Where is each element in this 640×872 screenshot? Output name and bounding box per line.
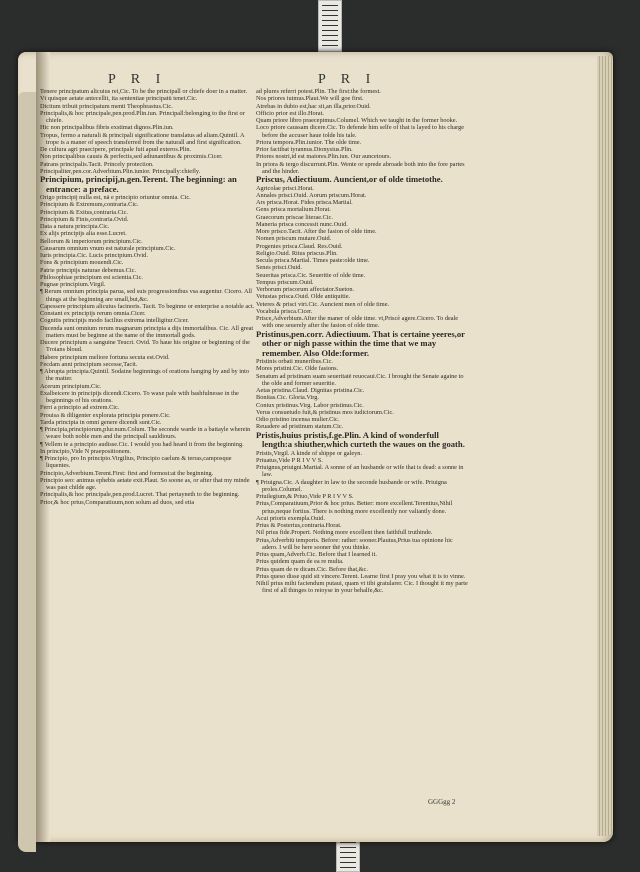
ruler-tick <box>322 30 338 31</box>
dictionary-entry: Secula prisca.Martial. Times paste:olde time. <box>256 257 370 264</box>
dictionary-entry: Principio seo: animus ephebis aetate exit.Plaut. So soone as, or after that my minde was past childe age. <box>40 476 250 491</box>
ruler-tick <box>340 852 356 853</box>
dictionary-entry: De cultura agri praecipere, principale fuit apud exteros.Plin. <box>40 146 192 153</box>
dictionary-entry: Senes prisci.Ouid. <box>256 264 302 272</box>
ruler-tick <box>340 842 356 843</box>
dictionary-entry: Principalis,& hoc principale,pen.prod.Lucret. That pertayneth to the beginning. <box>40 491 240 499</box>
column-right <box>256 88 468 595</box>
page-fore-edge <box>597 56 613 836</box>
ruler-tick <box>322 20 338 21</box>
dictionary-entry: Principio,Adverbium.Terent.First: first and formost:at the beginning. <box>40 469 214 477</box>
dictionary-entry: Maneria prisca concessit nunc.Ouid. <box>256 220 348 228</box>
dictionary-entry: Quam priore libro praecepimus.Columel. Which we taught in the former booke. <box>256 117 458 124</box>
dictionary-entry: Tropus, fermo a naturali & principali significatione translatus ad aliam.Quintil. A trope is a maner of speech transferred from the naturall and first signification. <box>40 131 245 146</box>
running-head-left: P R I <box>108 72 167 87</box>
dictionary-entry: Patrans principalis.Tacit. Princely protection. <box>40 160 154 168</box>
dictionary-entry: Nil prius fide.Propert. Nothing more excellent then faithfull truthinde. <box>256 529 433 537</box>
dictionary-entry: Vocabula prisca.Cicer. <box>256 307 313 315</box>
dictionary-entry: Principium & Finis,contraria.Ovid. <box>40 215 129 223</box>
dictionary-entry: Coniux pristinus.Virg. Labor pristinus.Cic. <box>256 401 364 409</box>
dictionary-entry: Principium, principij,n.gen.Terent. The beginning: an entrance: a preface. <box>40 174 237 194</box>
dictionary-entry: Prius quam,Adverb.Cic. Before that I learned it. <box>256 551 378 558</box>
running-head-right: P R I <box>318 72 377 87</box>
dictionary-entry: Constant ex principijs rerum omnia.Cicer. <box>40 310 146 317</box>
dictionary-entry: Priuignus,priuigni.Martial. A sonne of an husbande or wife that is dead: a sonne in law. <box>256 464 464 479</box>
dictionary-entry: Exalbeicere in principijs dicendi.Cicero. To waxe pale with bashfulnesse in the beginnings of his orations. <box>40 389 239 404</box>
dictionary-entry: ¶ Principio, pro In principio.Virgilius, Principio caelum & terras,camposque liquentes. <box>40 455 232 470</box>
ruler-tick <box>322 25 338 26</box>
dictionary-entry: Tenere principatum alicuius rei,Cic. To be the principall or chiefe doer in a matter. <box>40 88 248 95</box>
dictionary-entry: Causarum omnium vnum est naturale principium.Cic. <box>40 244 176 252</box>
dictionary-entry: Prius,Comparatiuum,Prior & hoc prius. Better: more excellent.Terentius,Nihil prius,neque fortius. There is nothing more excellently nor valiantly done. <box>256 500 453 515</box>
dictionary-entry: ¶ Priuigna.Cic. A daughter in law to the seconde husbande or wife. Priuigna proles.Columel. <box>256 478 447 493</box>
dictionary-entry: Religio.Ouid. Ritus priscus.Plin. <box>256 249 338 257</box>
dictionary-entry: ad plures referri potest.Plin. The first:the formest. <box>256 88 381 95</box>
dictionary-entry: Prouisa & diligenter explorata principia ponere.Cic. <box>40 411 171 419</box>
dictionary-entry: Verborum priscorum affectator.Sueton. <box>256 286 355 293</box>
dictionary-entry: Senatum ad pristinam suam seueritatē reuocaui.Cic. I brought the Senate againe to the olde and former seueritie. <box>256 372 464 387</box>
dictionary-entry: Principium & Extremum,contraria.Cic. <box>40 201 139 209</box>
ruler-tick <box>322 10 338 11</box>
ruler-top <box>318 0 342 52</box>
dictionary-entry: Ferri a principio ad extrem.Cic. <box>40 404 120 412</box>
dictionary-entry: Principium & Exitus,contraria.Cic. <box>40 208 128 216</box>
dictionary-entry: More prisco.Tacit. After the fasion of olde time. <box>256 228 377 235</box>
dictionary-entry: Gens prisca mortalium.Horat. <box>256 206 331 214</box>
dictionary-entry: Aetas pristina.Claud. Dignitas pristina.Cic. <box>256 387 365 394</box>
dictionary-entry: Data a natura principia.Cic. <box>40 223 110 230</box>
dictionary-entry: Origo principij nulla est, nā e principio oriuntur omnia. Cic. <box>40 194 191 201</box>
ruler-tick <box>340 847 356 848</box>
dictionary-entry: Verus consuetudo fuit,& pristinus mos iudiciorum.Cic. <box>256 408 394 416</box>
dictionary-entry: Pristis,huius pristis,f.ge.Plin. A kind of wonderfull length:a shiuther,which curteth the waues on the goath. <box>256 429 465 449</box>
dictionary-entry: Pristinus,pen.corr. Adiectiuum. That is certaine yeeres,or other or nigh passe within the time that we may remember. Also Olde:former. <box>256 328 465 358</box>
dictionary-entry: Pristinis orbati muneribus.Cic. <box>256 358 333 365</box>
dictionary-entry: Fons & principium mouendi.Cic. <box>40 259 124 267</box>
dictionary-entry: Patrie principijs naturae debemus.Cic. <box>40 266 136 274</box>
dictionary-entry: Acui prioris exempla.Ouid. <box>256 514 325 522</box>
dictionary-entry: Pristis,Virgil. A kinde of shippe or galeyn. <box>256 449 363 457</box>
dictionary-entry: Bellorum & imperiorum principium.Cic. <box>40 237 143 245</box>
ruler-tick <box>322 35 338 36</box>
dictionary-entry: In principio,Vide N praepositionem. <box>40 447 132 455</box>
dictionary-entry: Nihil prius mihi faciendum putaui, quam vt tibi gratularer. Cic. I thought it my parte first of all thinges to reioyse in your behalfe,&c. <box>256 580 468 595</box>
ruler-tick <box>340 862 356 863</box>
dictionary-entry: Cognitis principijs modo facilius extrema intelligitur.Cicer. <box>40 317 189 325</box>
dictionary-entry: Bonitas.Cic. Gloria.Virg. <box>256 394 319 402</box>
dictionary-entry: Ducere principium a sanguine Teucri. Ovid. To haue his origine or beginning of the Troians bloud. <box>40 339 250 354</box>
ruler-tick <box>322 45 338 46</box>
dictionary-entry: Vetustas prisca.Ouid. Olde antiquitie. <box>256 293 351 301</box>
ruler-tick <box>322 40 338 41</box>
dictionary-entry: Veteres & prisci viri.Cic. Auncient men of olde time. <box>256 300 390 308</box>
dictionary-entry: Agricolae prisci.Horat. <box>256 184 314 192</box>
ruler-tick <box>322 5 338 6</box>
dictionary-entry: Prisce,Adverbium.After the maner of olde time. vt,Priscè agere.Cicero. To deale with one seuerely after the fasion of olde time. <box>256 315 459 330</box>
dictionary-entry: Capessere principium alicuius facinoris. Tacit. To beginne or enterprise a notable act. <box>40 302 255 310</box>
column-left <box>40 88 255 506</box>
dictionary-entry: Progenies prisca.Claud. Res.Ouid. <box>256 242 343 250</box>
dictionary-entry: Pugnae principium.Virgil. <box>40 281 106 288</box>
dictionary-entry: Mores pristini.Cic. Olde fasions. <box>256 365 339 373</box>
dictionary-entry: Prior,& hoc prius,Comparatiuum,non solum ad duos, sed etia <box>40 498 195 506</box>
dictionary-entry: ¶ Rerum omnium principia parua, sed suis progressionibus vsa augentur. Cicero. All things at the beginning are small,but,&c. <box>40 288 253 303</box>
dictionary-entry: Priscus, Adiectiuum. Auncient,or of olde timetothe. <box>256 174 443 184</box>
book-page <box>18 52 613 842</box>
ruler-tick <box>322 15 338 16</box>
dictionary-entry: Tempus priscum.Ouid. <box>256 278 314 286</box>
dictionary-entry: Hic non principalibus fibris exstimat dignos.Plin.iun. <box>40 124 174 132</box>
dictionary-entry: Non principalibus causis & perfectis,sed adiunantibus & proximis.Cicer. <box>40 153 223 161</box>
dictionary-entry: Officio prior est illo.Horat. <box>256 109 324 117</box>
dictionary-entry: Graecorum priscae literae.Cic. <box>256 213 333 221</box>
dictionary-entry: Ex alijs principijs alia esse.Lucret. <box>40 230 127 238</box>
dictionary-entry: Prius,Adverbiū temporis. Before: rather: sooner.Plautus,Prius tua opinione hic adero. I will be here sooner thē you thinke. <box>256 536 453 551</box>
dictionary-entry: Iuris principia.Cic. Lucis principium.Ovid. <box>40 252 148 259</box>
dictionary-entry: Seueritas prisca.Cic. Seueritie of olde time. <box>256 271 366 279</box>
dictionary-entry: In priora & tergo discurrunt.Plin. Wente or sprede abroade both into the fore partes and the hinder. <box>256 160 465 175</box>
left-page-edge <box>18 92 36 852</box>
ruler-tick <box>340 867 356 868</box>
dictionary-entry: Philosophiae principium est scientia.Cic. <box>40 273 144 281</box>
dictionary-entry: Odio pristino incensa mulier.Cic. <box>256 416 340 423</box>
dictionary-entry: Reuadere ad pristinum statum.Cic. <box>256 423 344 431</box>
dictionary-entry: Prius quidem quam de ea re multa. <box>256 558 344 566</box>
dictionary-entry: Ars prisca.Horat. Fides prisca.Martial. <box>256 199 353 206</box>
dictionary-entry: Prius & Posterius,contraria.Horat. <box>256 522 342 529</box>
dictionary-entry: Prius queso disse quid sit vincere.Terent. Learne first I pray you what it is to vinne. <box>256 572 466 580</box>
dictionary-entry: Vt quisque aetate antecellit, ita sententiae principatū tenet.Cic. <box>40 95 198 103</box>
dictionary-entry: Nomen priscum mutare.Ouid. <box>256 235 332 243</box>
dictionary-entry: ¶ Abrupta principia.Quintil. Sodaine beginnings of orations hanging by and by into the matter. <box>40 368 250 383</box>
dictionary-entry: Loco priore caussam dicere.Cic. To defende him selfe of that is layed to his charge before the accuser haue tolde his tale. <box>256 124 465 139</box>
dictionary-entry: Priuatus,Vide P R I V V S. <box>256 456 323 464</box>
dictionary-entry: Priuilegium,& Priuo,Vide P R I V V S. <box>256 493 354 500</box>
dictionary-entry: Principaliter,pen.cor.Adverbium.Plin.iunior. Principally:chiefly. <box>40 167 201 175</box>
dictionary-entry: Priora tempora.Plin.iunior. The olde time. <box>256 138 362 146</box>
signature-mark: GGGgg 2 <box>428 798 456 806</box>
dictionary-entry: Fecdam anni principium secesse,Tacit. <box>40 360 138 368</box>
dictionary-entry: Prior factibat tyrannus.Dionysius.Plin. <box>256 146 353 153</box>
dictionary-entry: Ducenda sunt omnium rerum magnarum principia a dijs immortalibus. Cic. All great matters must be beginne at the name of the immortall gods. <box>40 324 254 339</box>
dictionary-entry: Acerum principium.Cic. <box>40 382 102 390</box>
dictionary-entry: Tarda principia in omni genere dicendi sunt.Cic. <box>40 418 162 426</box>
dictionary-entry: Nos priores iuimus.Plaut.We will goe first. <box>256 95 364 103</box>
dictionary-entry: Dicitum tribuit principatum menti Theophrastus.Cic. <box>40 102 173 110</box>
dictionary-entry: Principalis,& hoc principale,pen.prod.Plin.iun. Principall:belonging to the first or chiefe. <box>40 109 245 124</box>
dictionary-entry: ¶ Principia,principiorum,plur.num.Colum. The seconde warde in a battayle wherein weare both noble men and the principall sauldiours. <box>40 426 251 441</box>
dictionary-entry: ¶ Vellem te a principio audisse.Cic. I would you had heard it from the beginning. <box>40 440 244 448</box>
dictionary-entry: Annales prisci.Ouid. Aorum priscum.Horat. <box>256 191 367 199</box>
dictionary-entry: Priores nostri,id est maiores.Plin.iun. Our auncetours. <box>256 153 392 161</box>
dictionary-entry: Prius quam de re dicam.Cic. Before that,&c. <box>256 565 368 573</box>
ruler-tick <box>340 857 356 858</box>
dictionary-entry: Atrebas in dubio est,hac sit,an illa,prior.Ouid. <box>256 102 371 110</box>
dictionary-entry: Habere principium meliore fortuna secuta est.Ovid. <box>40 353 170 361</box>
